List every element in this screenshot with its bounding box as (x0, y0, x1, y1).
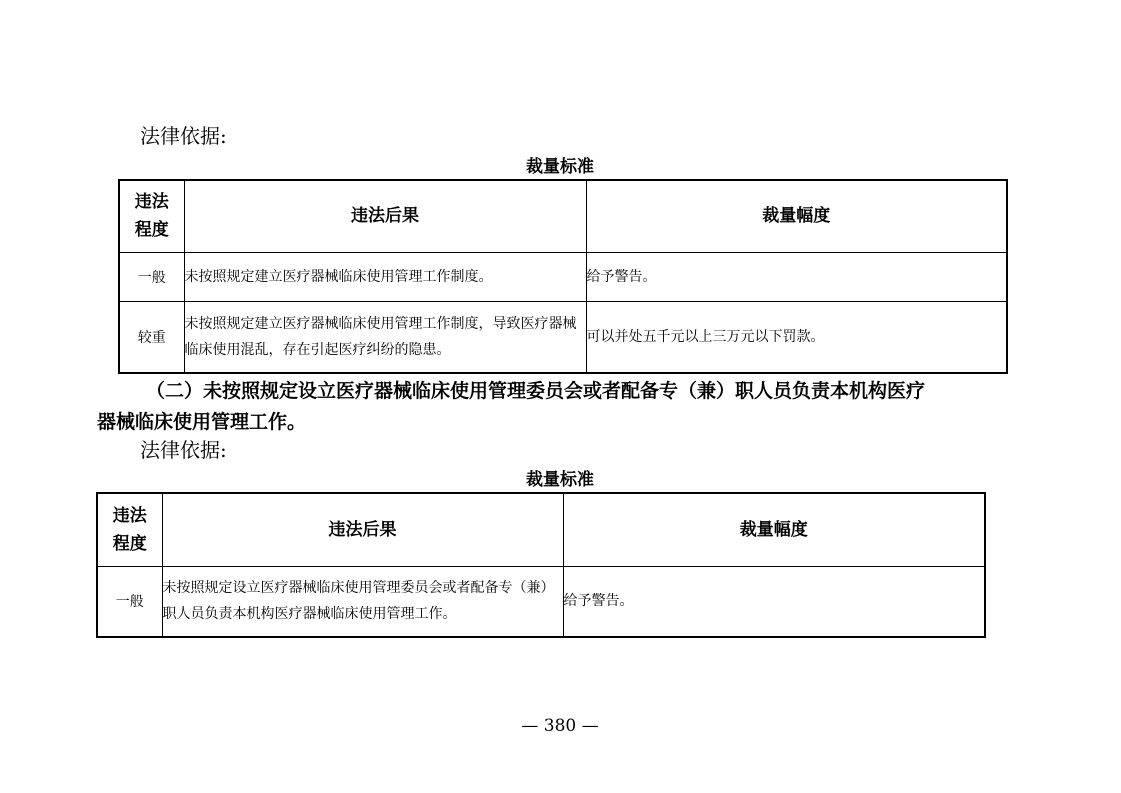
row-level: 较重 (119, 301, 184, 373)
table-header-row (97, 493, 985, 566)
row-range: 给予警告。 (586, 252, 1007, 301)
header-consequence: 违法后果 (184, 180, 586, 252)
legal-basis-label: 法律依据: (140, 438, 227, 462)
table-row (97, 566, 985, 637)
page-number: — 380 — (521, 716, 599, 736)
table-row (119, 301, 1007, 373)
header-violation-level: 违法 程度 (119, 180, 184, 252)
table-caption: 裁量标准 (526, 157, 594, 177)
legal-basis-label: 法律依据: (140, 124, 227, 148)
table-row (119, 252, 1007, 301)
row-range: 可以并处五千元以上三万元以下罚款。 (586, 301, 1007, 373)
discretion-table-1 (118, 179, 1008, 374)
header-violation-level: 违法 程度 (97, 493, 162, 566)
table-caption: 裁量标准 (526, 470, 594, 490)
row-consequence: 未按照规定建立医疗器械临床使用管理工作制度。 (184, 252, 586, 301)
row-level: 一般 (119, 252, 184, 301)
header-discretion-range: 裁量幅度 (586, 180, 1007, 252)
header-discretion-range: 裁量幅度 (563, 493, 985, 566)
row-level: 一般 (97, 566, 162, 637)
discretion-table-2 (96, 492, 986, 638)
table-header-row (119, 180, 1007, 252)
section-heading-line2: 器械临床使用管理工作。 (97, 411, 307, 433)
row-consequence: 未按照规定建立医疗器械临床使用管理工作制度，导致医疗器械临床使用混乱，存在引起医疗纠纷的隐患。 (184, 301, 586, 373)
header-consequence: 违法后果 (162, 493, 563, 566)
section-heading-line1: （二）未按照规定设立医疗器械临床使用管理委员会或者配备专（兼）职人员负责本机构医疗 (146, 380, 926, 402)
row-consequence: 未按照规定设立医疗器械临床使用管理委员会或者配备专（兼）职人员负责本机构医疗器械临床使用管理工作。 (162, 566, 563, 637)
row-range: 给予警告。 (563, 566, 985, 637)
